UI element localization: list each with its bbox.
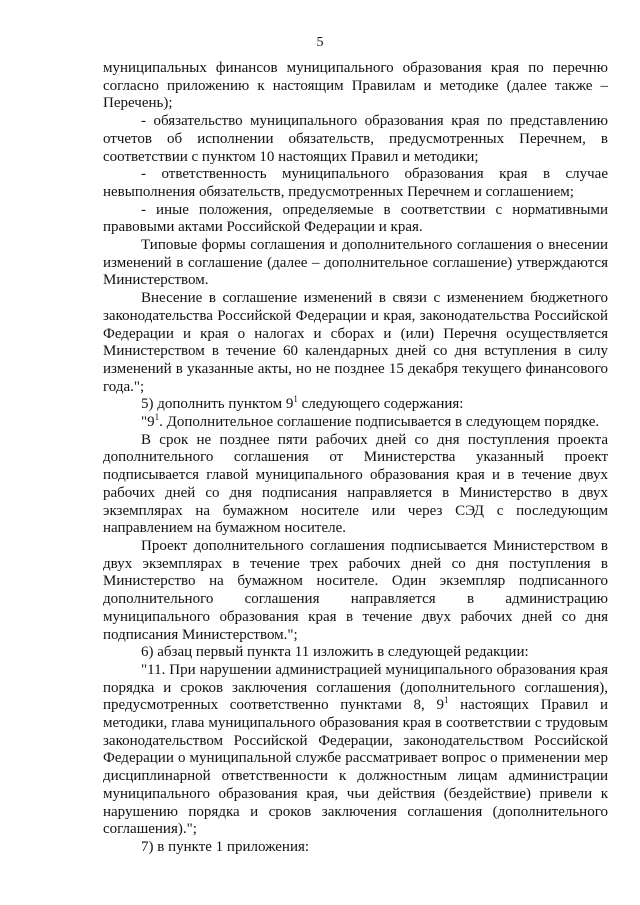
paragraph (103, 414, 608, 432)
paragraph-text: "9 (141, 414, 155, 431)
paragraph (103, 432, 608, 538)
paragraph-text: 6) абзац первый пункта 11 изложить в следующей редакции: (141, 644, 529, 661)
paragraph-text-continued: следующего содержания: (297, 396, 464, 413)
paragraph-text: В срок не позднее пяти рабочих дней со дня поступления проекта дополнительного соглашения от Министерства указанный проект подписывается главой муниципального образования края и в течение двух рабочих дней со дня подписания направляется в Министерство в двух экземплярах на бумажном носителе или через СЭД с последующим направлением на бумажном носителе. (103, 431, 608, 537)
superscript-index: 1 (293, 394, 298, 405)
paragraph (103, 60, 608, 113)
paragraph (103, 166, 608, 201)
paragraph (103, 662, 608, 839)
paragraph-text: Типовые формы соглашения и дополнительного соглашения о внесении изменений в соглашение (далее – дополнительное соглашение) утверждаются Министерством. (103, 237, 608, 289)
paragraph-text: - иные положения, определяемые в соответствии с нормативными правовыми актами Российской Федерации и края. (103, 201, 608, 236)
paragraph-text-continued: . Дополнительное соглашение подписывается в следующем порядке. (159, 414, 600, 431)
superscript-index: 1 (443, 695, 449, 706)
paragraph-text: - обязательство муниципального образования края по представлению отчетов об исполнении обязательств, предусмотренных Перечнем, в соответствии с пунктом 10 настоящих Правил и методики; (103, 113, 608, 165)
paragraph (103, 113, 608, 166)
paragraph (103, 538, 608, 644)
paragraph (103, 290, 608, 396)
paragraph-text: - ответственность муниципального образования края в случае невыполнения обязательств, предусмотренных Перечнем и соглашением; (103, 166, 608, 200)
document-body (103, 60, 608, 857)
superscript-index: 1 (154, 412, 160, 423)
paragraph-text: 7) в пункте 1 приложения: (141, 838, 310, 855)
paragraph-text-continued: настоящих Правил и методики, глава муниципального образования края в соответствии с трудовым законодательством Российской Федерации, законодательством Российской Федерации о муниципальной службе рассматривает вопрос о применении мер дисциплинарной ответственности к должностным лицам администрации муниципального образования края, чьи действия (бездействие) привели к нарушению порядка и сроков заключения соглашения (дополнительного соглашения)."; (103, 697, 608, 838)
paragraph-text: муниципальных финансов муниципального образования края по перечню согласно приложению к настоящим Правилам и методике (далее также – Перечень); (103, 60, 608, 112)
paragraph-text: Внесение в соглашение изменений в связи с изменением бюджетного законодательства Российской Федерации и края, законодательства Российской Федерации и края о налогах и сборах и (или) Перечня осуществляется Министерством в течение 60 календарных дней со дня вступления в силу изменений в указанные акты, но не позднее 15 декабря текущего финансового года."; (103, 290, 608, 395)
paragraph (103, 202, 608, 237)
paragraph (103, 839, 608, 857)
paragraph (103, 237, 608, 290)
paragraph (103, 396, 608, 414)
paragraph (103, 644, 608, 662)
paragraph-text: "11. При нарушении администрацией муниципального образования края порядка и сроков заключения соглашения (дополнительного соглашения), предусмотренных соответственно пунктами 8, 9 (103, 661, 608, 714)
page-number: 5 (316, 35, 324, 50)
paragraph-text: 5) дополнить пунктом 9 (141, 396, 294, 413)
paragraph-text: Проект дополнительного соглашения подписывается Министерством в двух экземплярах в течение трех рабочих дней со дня поступления в Министерство на бумажном носителе. Один экземпляр подписанного дополнительного соглашения направляется в администрацию муниципального образования края в течение двух рабочих дней со дня подписания Министерством."; (103, 537, 608, 643)
